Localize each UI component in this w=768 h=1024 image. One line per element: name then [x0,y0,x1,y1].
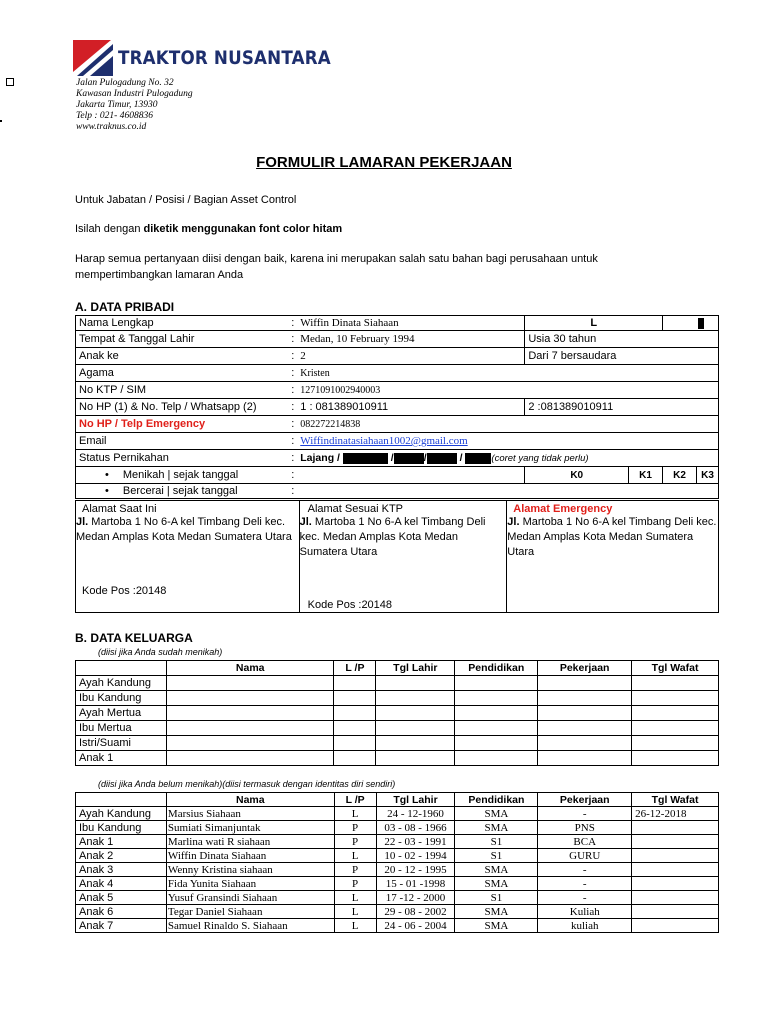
email-label: Email : [76,433,298,450]
section-b-heading: B. DATA KELUARGA [75,631,193,645]
birthdate-cell: 03 - 08 - 1966 [376,821,455,835]
emergency-value: 082272214838 [297,416,718,433]
bercerai-label: • Bercerai | sejak tanggal : [76,484,298,499]
column-header: Tgl Wafat [632,661,719,676]
anak-value: 2 [297,348,525,365]
single-note: (diisi jika Anda belum menikah)(diisi termasuk dengan identitas diri sendiri) [98,779,396,789]
column-header: L /P [334,793,376,807]
company-address [76,78,193,133]
ktp-address-postcode: Kode Pos :20148 [307,599,393,611]
birthdate-cell: 29 - 08 - 2002 [376,905,455,919]
section-a-heading: A. DATA PRIBADI [75,300,175,314]
death-date-cell [632,821,719,835]
hp2-value: 2 :081389010911 [525,399,719,416]
emergency-address-cell [507,501,719,613]
gender-cell: L [334,849,376,863]
gender-cell: P [334,877,376,891]
married-family-table [75,660,719,766]
email-link[interactable]: Wiffindinatasiahaan1002@gmail.com [300,435,468,447]
table-row [76,706,719,721]
ktp-address-cell [299,501,507,613]
relation-cell: Anak 1 [76,835,167,849]
instruction-bold: diketik menggunakan font color hitam [143,223,343,235]
birthdate-cell: 22 - 03 - 1991 [376,835,455,849]
emergency-address-label: Alamat Emergency [513,503,613,515]
column-header: L /P [334,661,376,676]
margin-mark [0,120,2,122]
menikah-label: • Menikah | sejak tanggal : [76,467,298,484]
column-header: Pekerjaan [538,661,632,676]
current-address-value: Jl. Martoba 1 No 6-A kel Timbang Deli kec. Medan Amplas Kota Medan Sumatera Utara [76,516,292,543]
column-header [76,793,167,807]
death-date-cell [632,835,719,849]
personal-data-table [75,315,719,499]
hp-label: No HP (1) & No. Telp / Whatsapp (2) : [76,399,298,416]
birthdate-cell: 10 - 02 - 1994 [376,849,455,863]
name-cell: Wiffin Dinata Siahaan [166,849,334,863]
occupation-cell: kuliah [538,919,632,933]
relation-cell: Anak 5 [76,891,167,905]
position-line: Untuk Jabatan / Posisi / Bagian Asset Control [75,194,297,206]
gender-cell: P [334,835,376,849]
table-row [76,736,719,751]
row-nama [76,316,719,331]
traktor-nusantara-logo-icon [73,40,113,78]
row-status [76,450,719,467]
column-header: Nama [166,661,334,676]
relation-cell: Anak 2 [76,849,167,863]
education-cell: SMA [455,877,538,891]
menikah-value [297,467,525,484]
address-line: Jalan Pulogadung No. 32 [76,78,174,88]
row-anak [76,348,719,365]
relation-cell: Ibu Kandung [76,691,167,706]
row-emergency [76,416,719,433]
hp1-value: 1 : 081389010911 [297,399,525,416]
row-menikah [76,467,719,484]
birthdate-cell: 24 - 06 - 2004 [376,919,455,933]
occupation-cell: - [538,891,632,905]
checkbox-marker [6,78,14,86]
occupation-cell: BCA [538,835,632,849]
tax-code: K0 [525,467,629,484]
relation-cell: Ayah Mertua [76,706,167,721]
company-name: TRAKTOR NUSANTARA [118,47,331,69]
bullet-icon: • [105,469,109,481]
anak-label: Anak ke : [76,348,298,365]
form-title-text: FORMULIR LAMARAN PEKERJAAN [256,154,512,171]
table-row [76,821,719,835]
current-address-label: Alamat Saat Ini [82,503,157,515]
death-date-cell [632,863,719,877]
birthdate-cell: 15 - 01 -1998 [376,877,455,891]
address-table [75,500,719,613]
death-date-cell [632,905,719,919]
education-cell: SMA [455,863,538,877]
education-cell: S1 [455,891,538,905]
death-date-cell [632,849,719,863]
relation-cell: Anak 1 [76,751,167,766]
address-line: Jakarta Timur, 13930 [76,100,158,110]
birthdate-cell: 20 - 12 - 1995 [376,863,455,877]
education-cell: S1 [455,849,538,863]
column-header: Nama [166,793,334,807]
ktp-address-value: Jl. Martoba 1 No 6-A kel Timbang Deli kec. Medan Amplas Kota Medan Sumatera Utara [299,516,486,558]
column-header: Tgl Lahir [376,793,455,807]
name-cell: Marlina wati R siahaan [166,835,334,849]
ttl-value: Medan, 10 February 1994 [297,331,525,348]
usia-value: Usia 30 tahun [525,331,719,348]
occupation-cell: - [538,863,632,877]
redaction-mark [343,453,388,464]
table-row [76,849,719,863]
table-row [76,919,719,933]
table-row [76,905,719,919]
education-cell: SMA [455,807,538,821]
relation-cell: Ibu Mertua [76,721,167,736]
email-value[interactable] [297,433,718,450]
relation-cell: Istri/Suami [76,736,167,751]
relation-cell: Ayah Kandung [76,807,167,821]
ktp-value: 1271091002940003 [297,382,718,399]
education-cell: S1 [455,835,538,849]
column-header: Pendidikan [455,793,538,807]
name-cell: Wenny Kristina siahaan [166,863,334,877]
current-address-postcode: Kode Pos :20148 [82,585,167,597]
name-cell: Sumiati Simanjuntak [166,821,334,835]
column-header: Pekerjaan [538,793,632,807]
bersaudara-value: Dari 7 bersaudara [525,348,719,365]
nama-value: Wiffin Dinata Siahaan [297,316,525,331]
death-date-cell [632,877,719,891]
form-note: Harap semua pertanyaan diisi dengan baik, karena ini merupakan salah satu bahan bagi perusahaan untuk mempertimbangkan lamaran Anda [75,253,598,281]
name-cell: Samuel Rinaldo S. Siahaan [166,919,334,933]
bercerai-value [297,484,718,499]
married-note: (diisi jika Anda sudah menikah) [98,647,223,657]
redaction-mark [698,318,704,329]
table-row [76,676,719,691]
row-hp [76,399,719,416]
table-header-row [76,793,719,807]
relation-cell: Ibu Kandung [76,821,167,835]
death-date-cell: 26-12-2018 [632,807,719,821]
redaction-mark [394,453,424,464]
tax-code: K1 [629,467,663,484]
table-row [76,807,719,821]
relation-cell: Anak 4 [76,877,167,891]
emergency-address-value: Jl. Martoba 1 No 6-A kel Timbang Deli kec. Medan Amplas Kota Medan Sumatera Utara [507,516,717,558]
address-line: Kawasan Industri Pulogadung [76,89,193,99]
birthdate-cell: 24 - 12-1960 [376,807,455,821]
gender-cell: P [334,821,376,835]
tax-code: K3 [696,467,718,484]
single-family-table [75,792,719,933]
agama-value: Kristen [297,365,718,382]
row-agama [76,365,719,382]
nama-label: Nama Lengkap : [76,316,298,331]
row-ktp [76,382,719,399]
status-value: Lajang / / / / (coret yang tidak perlu) [297,450,718,467]
column-header: Pendidikan [455,661,538,676]
address-line: Telp : 021- 4608836 [76,111,153,121]
row-bercerai [76,484,719,499]
status-lajang: Lajang / [300,452,340,464]
gender-value: L [525,316,663,331]
company-logo [73,40,331,80]
status-label: Status Pernikahan : [76,450,298,467]
status-note: (coret yang tidak perlu) [491,453,589,464]
bullet-icon: • [105,485,109,497]
row-email [76,433,719,450]
column-header [76,661,167,676]
education-cell: SMA [455,905,538,919]
agama-label: Agama : [76,365,298,382]
name-cell: Fida Yunita Siahaan [166,877,334,891]
education-cell: SMA [455,821,538,835]
row-ttl [76,331,719,348]
name-cell: Yusuf Gransindi Siahaan [166,891,334,905]
table-row [76,877,719,891]
redaction-mark [427,453,457,464]
education-cell: SMA [455,919,538,933]
gender-cell: L [334,891,376,905]
ktp-label: No KTP / SIM : [76,382,298,399]
relation-cell: Anak 6 [76,905,167,919]
relation-cell: Anak 7 [76,919,167,933]
name-cell: Marsius Siahaan [166,807,334,821]
birthdate-cell: 17 -12 - 2000 [376,891,455,905]
current-address-cell [76,501,300,613]
table-row [76,835,719,849]
gender-cell: L [334,807,376,821]
gender-cell: P [334,863,376,877]
ttl-label: Tempat & Tanggal Lahir : [76,331,298,348]
redacted-cell [663,316,719,331]
occupation-cell: Kuliah [538,905,632,919]
form-title [0,154,768,171]
redaction-mark [465,453,491,464]
gender-cell: L [334,905,376,919]
table-row [76,863,719,877]
tax-code: K2 [663,467,697,484]
instruction-line [75,221,342,237]
name-cell: Tegar Daniel Siahaan [166,905,334,919]
table-row [76,891,719,905]
table-row [76,751,719,766]
relation-cell: Anak 3 [76,863,167,877]
occupation-cell: - [538,807,632,821]
death-date-cell [632,891,719,905]
table-row [76,721,719,736]
death-date-cell [632,919,719,933]
gender-cell: L [334,919,376,933]
column-header: Tgl Lahir [376,661,455,676]
occupation-cell: - [538,877,632,891]
relation-cell: Ayah Kandung [76,676,167,691]
emergency-label: No HP / Telp Emergency : [76,416,298,433]
instruction-prefix: Isilah dengan [75,223,144,235]
occupation-cell: PNS [538,821,632,835]
table-row [76,691,719,706]
ktp-address-label: Alamat Sesuai KTP [307,503,403,515]
column-header: Tgl Wafat [632,793,719,807]
occupation-cell: GURU [538,849,632,863]
address-line: www.traknus.co.id [76,122,147,132]
table-header-row [76,661,719,676]
